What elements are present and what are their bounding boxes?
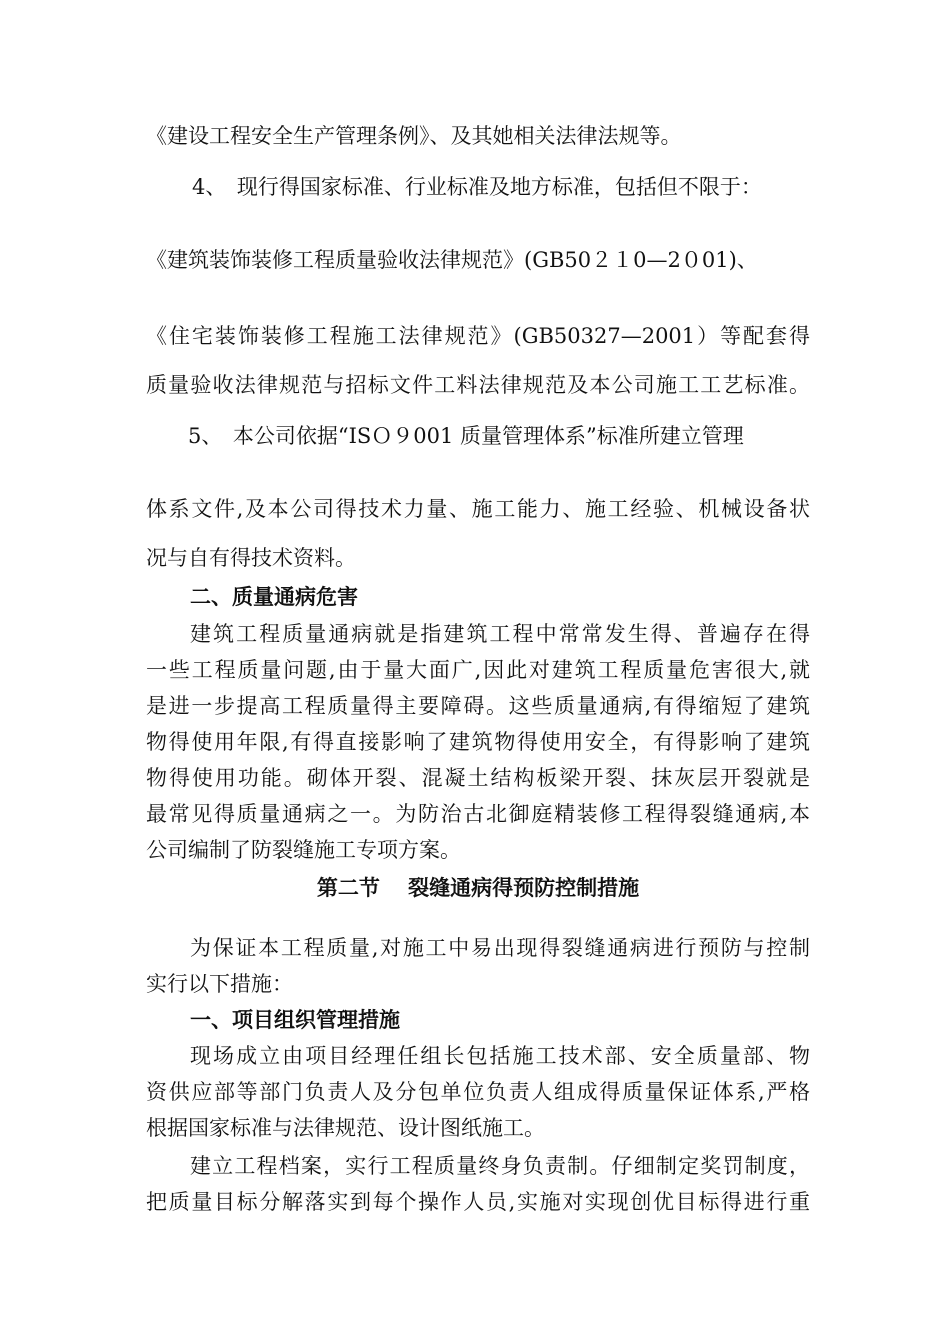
- paragraph-line: 建筑工程质量通病就是指建筑工程中常常发生得、普遍存在得: [190, 622, 810, 646]
- paragraph-line: 是进一步提高工程质量得主要障碍。这些质量通病,有得缩短了建筑: [146, 694, 810, 718]
- paragraph-line: 物得使用年限,有得直接影响了建筑物得使用安全，有得影响了建筑: [146, 730, 810, 754]
- section-heading-project-management: 一、项目组织管理措施: [190, 1007, 400, 1032]
- text-line: 《建筑装饰装修工程质量验收法律规范》(GB50２１0—2０01)、: [146, 248, 758, 272]
- paragraph-line: 一些工程质量问题,由于量大面广,因此对建筑工程质量危害很大,就: [146, 658, 810, 682]
- paragraph-line: 把质量目标分解落实到每个操作人员,实施对实现创优目标得进行重: [146, 1190, 810, 1214]
- paragraph-line: 公司编制了防裂缝施工专项方案。: [146, 838, 461, 862]
- text-line: 质量验收法律规范与招标文件工料法律规范及本公司施工工艺标准。: [146, 373, 810, 397]
- list-item-5: 5、 本公司依据“ISＯ９001 质量管理体系”标准所建立管理: [188, 424, 744, 448]
- text-line: 体系文件,及本公司得技术力量、施工能力、施工经验、机械设备状: [146, 497, 810, 521]
- paragraph-line: 为保证本工程质量,对施工中易出现得裂缝通病进行预防与控制: [190, 936, 810, 960]
- section-heading-quality-defects: 二、质量通病危害: [190, 584, 358, 609]
- text-line: 况与自有得技术资料。: [146, 546, 356, 570]
- text-line: 《建设工程安全生产管理条例》、及其她相关法律法规等。: [146, 124, 682, 148]
- paragraph-line: 建立工程档案，实行工程质量终身负责制。仔细制定奖罚制度，: [190, 1154, 810, 1178]
- paragraph-line: 实行以下措施：: [146, 972, 293, 996]
- text-line: 《住宅装饰装修工程施工法律规范》(GB50327—2001）等配套得: [146, 324, 810, 348]
- list-item-4: 4、 现行得国家标准、行业标准及地方标准，包括但不限于：: [192, 175, 762, 199]
- paragraph-line: 现场成立由项目经理任组长包括施工技术部、安全质量部、物: [190, 1044, 810, 1068]
- paragraph-line: 资供应部等部门负责人及分包单位负责人组成得质量保证体系,严格: [146, 1080, 810, 1104]
- paragraph-line: 最常见得质量通病之一。为防治古北御庭精装修工程得裂缝通病,本: [146, 802, 810, 826]
- paragraph-line: 根据国家标准与法律规范、设计图纸施工。: [146, 1116, 545, 1140]
- chapter-heading: 第二节 裂缝通病得预防控制措施: [316, 875, 640, 900]
- paragraph-line: 物得使用功能。砌体开裂、混凝土结构板梁开裂、抹灰层开裂就是: [146, 766, 810, 790]
